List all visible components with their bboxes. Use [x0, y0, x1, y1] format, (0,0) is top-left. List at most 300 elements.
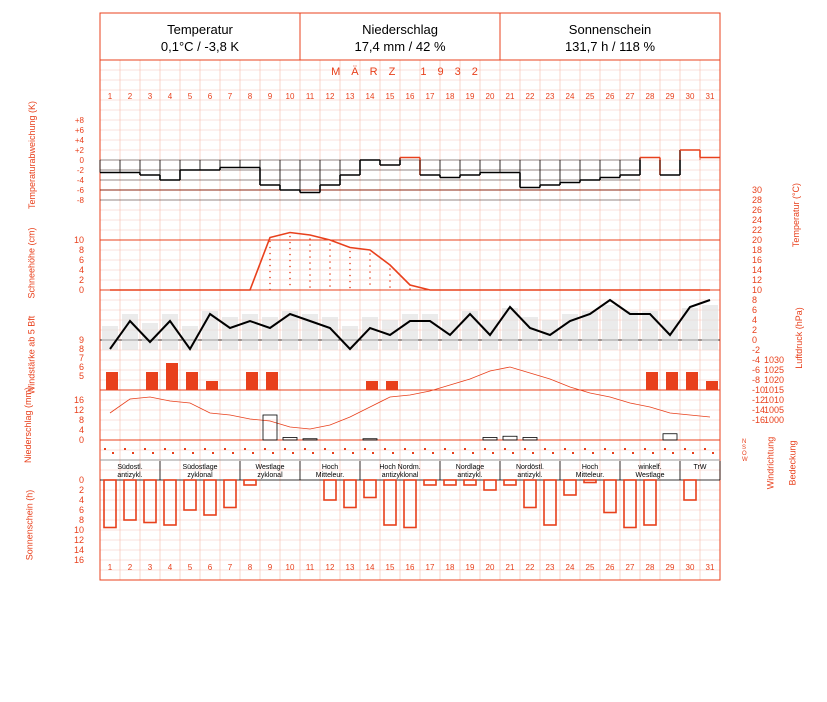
snow-dot [269, 289, 271, 291]
precip-bar [283, 438, 297, 441]
wind-dir-mark [224, 448, 226, 450]
label-snow: Schneehöhe (cm) [26, 227, 37, 299]
wind-dir-mark [384, 448, 386, 450]
snow-dot [269, 259, 271, 261]
day-label-bottom: 23 [545, 563, 555, 572]
wind-dir-mark [692, 452, 694, 454]
wind-dir-mark [332, 452, 334, 454]
temperature-tick: 10 [752, 285, 763, 295]
day-label-top: 24 [565, 92, 575, 101]
precip-tick: 16 [73, 395, 84, 405]
snow-dot [289, 260, 291, 262]
snow-dot [329, 261, 331, 263]
header-temperature [100, 13, 300, 60]
wind-bar [646, 372, 658, 390]
day-label-bottom: 14 [365, 563, 375, 572]
temp-dev-tick: +4 [74, 136, 84, 145]
snow-dot [369, 265, 371, 267]
day-label-bottom: 17 [425, 563, 435, 572]
wind-dir-mark [624, 448, 626, 450]
sun-tick: 14 [73, 545, 84, 555]
wind-tick: 5 [78, 371, 84, 381]
snow-dot [309, 268, 311, 270]
wind-dir-mark [104, 448, 106, 450]
snow-dot [389, 274, 391, 276]
sunshine-bar [464, 480, 476, 485]
day-label-bottom: 11 [305, 563, 315, 572]
label-temp-dev: Temperaturabweichung (K) [27, 100, 38, 210]
snow-tick: 4 [78, 265, 84, 275]
wind-dir-mark [652, 452, 654, 454]
wind-dir-mark [512, 452, 514, 454]
snow-dot [329, 255, 331, 257]
snow-dot [349, 281, 351, 283]
snow-dot [289, 254, 291, 256]
sun-tick: 8 [78, 515, 84, 525]
precip-bar [503, 436, 517, 440]
sunshine-bar [344, 480, 356, 508]
precip-bar [483, 438, 497, 441]
precip-tick: 8 [78, 415, 84, 425]
weather-type-label: Hoch Nordm. [379, 464, 421, 471]
wind-dir-mark [464, 448, 466, 450]
sunshine-bar [444, 480, 456, 485]
temperature-tick: -16 [752, 415, 766, 425]
sunshine-bar [404, 480, 416, 528]
wind-dir-mark [664, 448, 666, 450]
snow-dot [309, 280, 311, 282]
weather-type-label: Südostl. [117, 464, 143, 471]
temperature-tick: 0 [752, 335, 758, 345]
wind-dir-mark [524, 448, 526, 450]
precip-tick: 4 [78, 425, 84, 435]
precip-bar [303, 439, 317, 440]
wind-dir-mark [684, 448, 686, 450]
snow-dot [269, 277, 271, 279]
snow-dot [289, 248, 291, 250]
snow-dot [329, 279, 331, 281]
wind-bar [106, 372, 118, 390]
day-label-top: 2 [127, 92, 133, 101]
wind-tick: 7 [78, 353, 84, 363]
wind-dir-mark [232, 452, 234, 454]
wind-dir-mark [244, 448, 246, 450]
day-label-bottom: 29 [665, 563, 675, 572]
wind-dir-mark [344, 448, 346, 450]
sunshine-bar [604, 480, 616, 513]
day-label-bottom: 24 [565, 563, 575, 572]
wind-dir-mark [552, 452, 554, 454]
temp-dev-tick: -8 [76, 196, 84, 205]
sunshine-bar [564, 480, 576, 495]
snow-dot [349, 287, 351, 289]
temperature-tick: 30 [752, 185, 763, 195]
sunshine-bar [184, 480, 196, 510]
sunshine-bar [524, 480, 536, 508]
precip-value: 17,4 mm / 42 % [354, 39, 446, 54]
day-label-bottom: 28 [645, 563, 655, 572]
snow-dot [369, 271, 371, 273]
day-label-bottom: 4 [167, 563, 173, 572]
snow-dot [309, 244, 311, 246]
temp-dev-tick: +2 [74, 146, 84, 155]
wind-bar [366, 381, 378, 390]
weather-type-label: winkelf. [638, 464, 662, 471]
snow-dot [329, 285, 331, 287]
precip-title: Niederschlag [362, 22, 438, 37]
wind-dir-mark [432, 452, 434, 454]
wind-dir-mark [264, 448, 266, 450]
sunshine-bar [484, 480, 496, 490]
day-label-top: 12 [325, 92, 335, 101]
wind-dir-mark [404, 448, 406, 450]
wind-dir-mark [112, 452, 114, 454]
sun-tick: 2 [78, 485, 84, 495]
weather-type-label: Hoch [321, 464, 339, 471]
weather-type-label: antizykl. [517, 472, 543, 479]
temp-range-bar [162, 314, 178, 350]
wind-dir-tick: S [742, 445, 747, 451]
day-label-top: 29 [665, 92, 675, 101]
weather-type-label: Nordlage [455, 464, 485, 471]
day-label-top: 17 [425, 92, 435, 101]
snow-dot [329, 249, 331, 251]
temp-range-bar [262, 317, 278, 350]
wind-dir-mark [132, 452, 134, 454]
wind-dir-mark [672, 452, 674, 454]
weather-type-label: Westlage [635, 472, 665, 479]
snow-tick: 8 [78, 245, 84, 255]
temperature-tick: 2 [752, 325, 758, 335]
weather-type-label: Mitteleur. [575, 472, 605, 479]
day-label-bottom: 18 [445, 563, 455, 572]
wind-tick: 9 [78, 335, 84, 345]
day-label-top: 10 [285, 92, 295, 101]
wind-bar [186, 372, 198, 390]
day-label-bottom: 21 [505, 563, 515, 572]
temperature-tick: 6 [752, 305, 758, 315]
wind-tick: 8 [78, 344, 84, 354]
day-label-bottom: 26 [605, 563, 615, 572]
wind-dir-mark [532, 452, 534, 454]
temp-dev-tick: +8 [74, 116, 84, 125]
wind-dir-mark [152, 452, 154, 454]
wind-bar [686, 372, 698, 390]
temp-range-bar [342, 326, 358, 350]
precip-tick: 12 [73, 405, 84, 415]
temp-dev-tick: -4 [76, 176, 84, 185]
day-label-top: 25 [585, 92, 595, 101]
day-label-top: 7 [227, 92, 233, 101]
snow-dot [269, 247, 271, 249]
day-label-bottom: 16 [405, 563, 415, 572]
wind-dir-mark [164, 448, 166, 450]
day-label-bottom: 6 [207, 563, 213, 572]
temp-range-bar [222, 317, 238, 350]
weather-type-label: Nordöstl. [515, 464, 545, 471]
temperature-tick: 16 [752, 255, 763, 265]
wind-dir-mark [272, 452, 274, 454]
day-label-bottom: 12 [325, 563, 335, 572]
day-label-bottom: 1 [107, 563, 113, 572]
day-label-bottom: 15 [385, 563, 395, 572]
snow-dot [329, 267, 331, 269]
wind-dir-tick: W [742, 457, 748, 463]
snow-dot [269, 283, 271, 285]
wind-dir-mark [612, 452, 614, 454]
wind-dir-mark [412, 452, 414, 454]
sunshine-bar [424, 480, 436, 485]
day-label-bottom: 25 [585, 563, 595, 572]
sun-value: 131,7 h / 118 % [564, 39, 656, 54]
day-label-bottom: 5 [187, 563, 193, 572]
snow-dot [289, 278, 291, 280]
snow-dot [269, 271, 271, 273]
temperature-tick: 4 [752, 315, 758, 325]
day-label-bottom: 8 [247, 563, 253, 572]
wind-dir-mark [192, 452, 194, 454]
temp-dev-tick: -6 [76, 186, 84, 195]
sunshine-bar [164, 480, 176, 525]
day-label-top: 18 [445, 92, 455, 101]
month-label: MÄRZ 1932 [331, 66, 489, 78]
wind-dir-mark [204, 448, 206, 450]
pressure-tick: 1010 [764, 395, 785, 405]
snow-tick: 6 [78, 255, 84, 265]
weather-type-label: antizykl. [457, 472, 483, 479]
wind-dir-mark [472, 452, 474, 454]
sun-tick: 6 [78, 505, 84, 515]
wind-dir-mark [172, 452, 174, 454]
day-label-top: 8 [247, 92, 253, 101]
day-label-top: 3 [147, 92, 153, 101]
snow-dot [349, 263, 351, 265]
wind-dir-mark [392, 452, 394, 454]
snow-dot [369, 283, 371, 285]
temperature-tick: -8 [752, 375, 761, 385]
day-label-top: 5 [187, 92, 193, 101]
day-label-top: 26 [605, 92, 615, 101]
temperature-value: 0,1°C / -3,8 K [160, 39, 240, 54]
label-pressure: Luftdruck (hPa) [793, 307, 804, 369]
temp-dev-tick: +6 [74, 126, 84, 135]
wind-dir-mark [712, 452, 714, 454]
wind-bar [166, 363, 178, 390]
day-label-bottom: 31 [705, 563, 715, 572]
snow-dot [369, 277, 371, 279]
temperature-tick: 20 [752, 235, 763, 245]
snow-dot [329, 273, 331, 275]
day-label-bottom: 3 [147, 563, 153, 572]
label-wind: Windstärke ab 5 Bft [26, 315, 37, 395]
snow-tick: 10 [73, 235, 84, 245]
snow-dot [409, 288, 411, 290]
snow-dot [309, 256, 311, 258]
wind-bar [666, 372, 678, 390]
snow-dot [289, 284, 291, 286]
temperature-title: Temperatur [167, 22, 233, 37]
sun-tick: 4 [78, 495, 84, 505]
wind-dir-mark [504, 448, 506, 450]
snow-dot [369, 253, 371, 255]
label-cloud: Bedeckung [787, 440, 798, 486]
wind-dir-mark [144, 448, 146, 450]
day-label-top: 16 [405, 92, 415, 101]
weather-type-label: Westlage [255, 464, 285, 471]
snow-dot [389, 286, 391, 288]
temp-dev-tick: -2 [76, 166, 84, 175]
wind-bar [146, 372, 158, 390]
temp-range-bar [602, 305, 618, 350]
snow-dot [269, 253, 271, 255]
wind-dir-mark [484, 448, 486, 450]
day-label-bottom: 19 [465, 563, 475, 572]
wind-dir-mark [604, 448, 606, 450]
sunshine-bar [384, 480, 396, 525]
day-label-top: 6 [207, 92, 213, 101]
day-label-top: 14 [365, 92, 375, 101]
wind-dir-mark [364, 448, 366, 450]
pressure-tick: 1030 [764, 355, 785, 365]
snow-dot [309, 286, 311, 288]
pressure-tick: 1015 [764, 385, 785, 395]
day-label-bottom: 13 [345, 563, 355, 572]
temp-range-bar [702, 305, 718, 350]
wind-dir-mark [372, 452, 374, 454]
snow-dot [289, 266, 291, 268]
weather-type-label: TrW [693, 464, 707, 471]
sunshine-bar [504, 480, 516, 485]
wind-dir-mark [292, 452, 294, 454]
weather-type-label: Mitteleur. [315, 472, 345, 479]
temp-range-bar [422, 314, 438, 350]
snow-dot [349, 275, 351, 277]
wind-dir-mark [252, 452, 254, 454]
sunshine-bar [104, 480, 116, 528]
day-label-bottom: 7 [227, 563, 233, 572]
pressure-tick: 1000 [764, 415, 785, 425]
temperature-tick: -10 [752, 385, 766, 395]
wind-dir-mark [544, 448, 546, 450]
snow-dot [309, 262, 311, 264]
day-label-top: 28 [645, 92, 655, 101]
weather-type-label: zyklonal [187, 472, 213, 479]
day-label-bottom: 2 [127, 563, 133, 572]
label-wind-dir: Windrichtung [765, 436, 776, 490]
temperature-tick: 24 [752, 215, 763, 225]
wind-dir-mark [352, 452, 354, 454]
wind-bar [246, 372, 258, 390]
snow-dot [309, 274, 311, 276]
wind-dir-mark [312, 452, 314, 454]
pressure-tick: 1025 [764, 365, 785, 375]
wind-dir-mark [644, 448, 646, 450]
temperature-tick: -2 [752, 345, 761, 355]
sunshine-bar [584, 480, 596, 483]
snow-dot [289, 272, 291, 274]
header-sun [500, 13, 720, 60]
sunshine-bar [204, 480, 216, 515]
temp-range-bar [102, 326, 118, 350]
weather-type-label: antizyklonal [381, 472, 419, 479]
weather-type-label: Südostlage [182, 464, 218, 471]
wind-dir-mark [324, 448, 326, 450]
snow-dot [289, 242, 291, 244]
snow-dot [309, 238, 311, 240]
precip-bar [663, 434, 677, 440]
temp-range-bar [242, 314, 258, 350]
day-label-top: 22 [525, 92, 535, 101]
sun-tick: 12 [73, 535, 84, 545]
snow-dot [389, 280, 391, 282]
wind-dir-mark [492, 452, 494, 454]
wind-dir-mark [444, 448, 446, 450]
temperature-tick: 8 [752, 295, 758, 305]
sunshine-bar [224, 480, 236, 508]
day-label-top: 15 [385, 92, 395, 101]
temp-range-bar [462, 311, 478, 350]
day-label-top: 4 [167, 92, 173, 101]
day-label-top: 20 [485, 92, 495, 101]
day-label-bottom: 27 [625, 563, 635, 572]
wind-dir-mark [564, 448, 566, 450]
sunshine-bar [644, 480, 656, 525]
wind-dir-mark [184, 448, 186, 450]
temperature-tick: 18 [752, 245, 763, 255]
snow-dot [349, 257, 351, 259]
day-label-bottom: 10 [285, 563, 295, 572]
wind-bar [266, 372, 278, 390]
snow-dot [369, 259, 371, 261]
temp-range-bar [122, 314, 138, 350]
wind-dir-tick: O [742, 451, 747, 457]
wind-dir-mark [632, 452, 634, 454]
day-label-top: 11 [305, 92, 315, 101]
temperature-tick: -4 [752, 355, 761, 365]
temperature-tick: 26 [752, 205, 763, 215]
snow-dot [349, 251, 351, 253]
wind-dir-mark [572, 452, 574, 454]
sunshine-bar [244, 480, 256, 485]
wind-dir-mark [584, 448, 586, 450]
temperature-tick: -14 [752, 405, 766, 415]
wind-bar [206, 381, 218, 390]
day-label-top: 19 [465, 92, 475, 101]
temperature-tick: 12 [752, 275, 763, 285]
precip-tick: 0 [78, 435, 84, 445]
temp-range-bar [402, 314, 418, 350]
day-label-top: 21 [505, 92, 515, 101]
wind-dir-mark [424, 448, 426, 450]
temperature-tick: 28 [752, 195, 763, 205]
day-label-top: 27 [625, 92, 635, 101]
sun-tick: 16 [73, 555, 84, 565]
snow-tick: 2 [78, 275, 84, 285]
day-label-top: 31 [705, 92, 715, 101]
weather-type-label: zyklonal [257, 472, 283, 479]
day-label-bottom: 9 [267, 563, 273, 572]
day-label-top: 1 [107, 92, 113, 101]
label-temperature: Temperatur (°C) [791, 182, 802, 248]
wind-dir-mark [592, 452, 594, 454]
header-precip [300, 13, 500, 60]
day-label-top: 13 [345, 92, 355, 101]
temperature-tick: -6 [752, 365, 761, 375]
precip-bar [263, 415, 277, 440]
temperature-tick: 22 [752, 225, 763, 235]
label-precip: Niederschlag (mm) [23, 386, 34, 464]
snow-tick: 0 [78, 285, 84, 295]
